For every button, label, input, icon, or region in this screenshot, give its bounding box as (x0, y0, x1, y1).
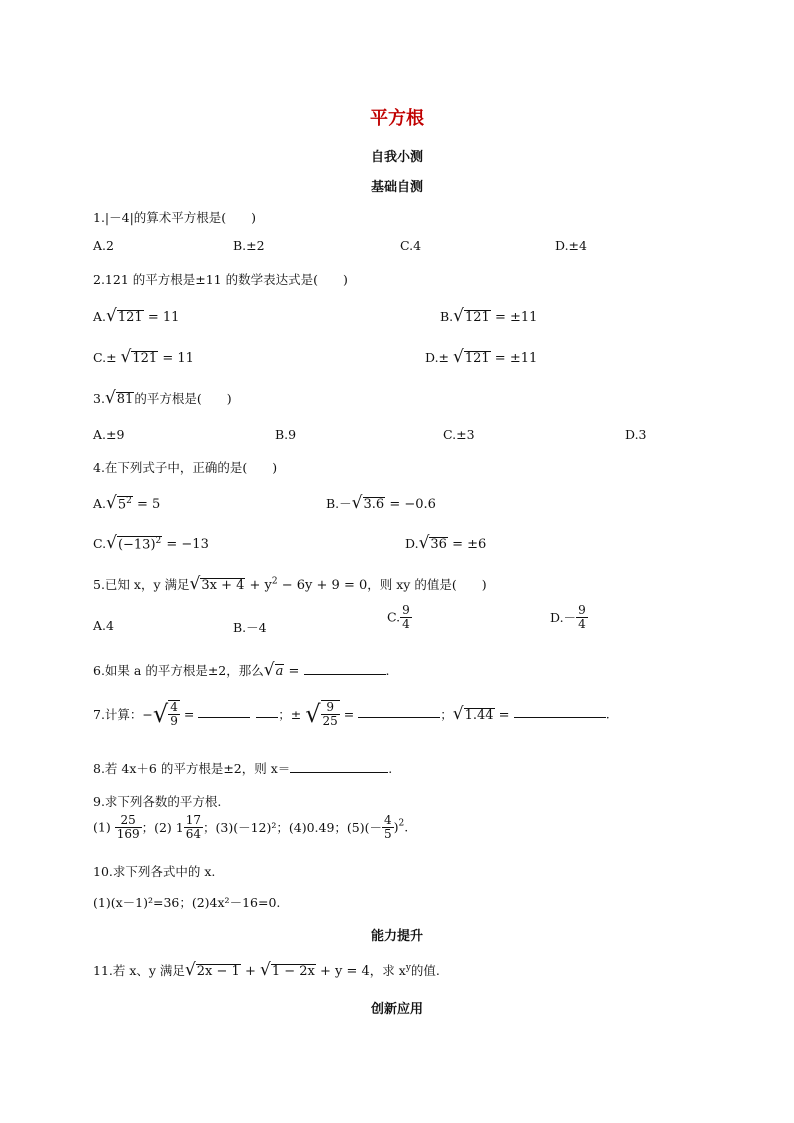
q2-stem: 2.121 的平方根是±11 的数学表达式是( ) (93, 272, 348, 287)
section-basic: 基础自测 (370, 180, 423, 195)
q1-option-d: D.±4 (555, 238, 587, 253)
page-title: 平方根 (370, 108, 424, 129)
q3-option-c: C.±3 (443, 427, 475, 442)
q4-option-c: $C.√(-13)^2 = -13$ (93, 533, 209, 553)
q10-body: (1)(x－1)²=36；(2)4x²－16=0. (93, 895, 281, 910)
q4-option-b: B.－√3.6 = −0.6 (326, 493, 436, 513)
q10-stem: 10.求下列各式中的 x. (93, 864, 216, 879)
q7-stem: 7.计算：−√ $\frac{4}{9}$ = ；± √ $\frac{9}{25}$ = ；√1.44 = . (93, 700, 610, 728)
q7-blank-2 (358, 705, 440, 718)
q4-option-a: $A.√5^2 = 5$ (93, 493, 161, 513)
q4-option-d: D.√36 = ±6 (405, 533, 487, 553)
q5-option-c: C. $\frac{9}{4}$ (387, 603, 410, 631)
q7-blank-1 (198, 705, 250, 718)
section-innovation: 创新应用 (370, 1002, 423, 1017)
q5-option-a: A.4 (93, 618, 114, 633)
q3-option-d: D.3 (625, 427, 647, 442)
q2-option-d: D.± √121 = ±11 (425, 347, 538, 367)
q3-option-b: B.9 (275, 427, 297, 442)
q1-option-a: A.2 (93, 238, 114, 253)
q9-items: (1) $\frac{25}{169}$ ；(2) 1 $\frac{17}{64}$ ；(3)(－12)²；(4)0.49；(5)(－ $\frac{4}{5}$ )$^2$. (93, 813, 409, 841)
q1-stem: 1.|－4|的算术平方根是( ) (93, 210, 257, 225)
q1-option-c: C.4 (400, 238, 422, 253)
q5-option-b: B.－4 (233, 620, 267, 635)
q11-stem: 11.若 x、y 满足√2x − 1 + √1 − 2x + y = 4，求 $x^y$的值. (93, 960, 440, 980)
q1-option-b: B.±2 (233, 238, 265, 253)
q2-option-a: A.√121 = 11 (93, 306, 180, 326)
q7-blank-1b (256, 705, 278, 718)
section-self-test: 自我小测 (370, 150, 423, 165)
q5-stem: 5.已知 x，y 满足$√3x + 4 + y^2 - 6y + 9 = 0$，则 xy 的值是( ) (93, 574, 487, 594)
q8-stem: 8.若 4x＋6 的平方根是±2，则 x＝ . (93, 761, 393, 776)
q6-stem: 6.如果 a 的平方根是±2，那么√a = . (93, 660, 390, 680)
q2-option-c: C.± √121 = 11 (93, 347, 194, 367)
q2-option-b: B.√121 = ±11 (440, 306, 538, 326)
q7-blank-3 (514, 705, 606, 718)
q9-stem: 9.求下列各数的平方根. (93, 794, 222, 809)
q3-stem: 3.√81的平方根是( ) (93, 388, 232, 408)
q8-answer-blank (290, 760, 388, 773)
q5-option-d: D.－ $\frac{9}{4}$ (550, 603, 586, 631)
section-ability: 能力提升 (370, 929, 423, 944)
q4-stem: 4.在下列式子中，正确的是( ) (93, 460, 278, 475)
q6-answer-blank (304, 662, 386, 675)
q3-option-a: A.±9 (93, 427, 125, 442)
